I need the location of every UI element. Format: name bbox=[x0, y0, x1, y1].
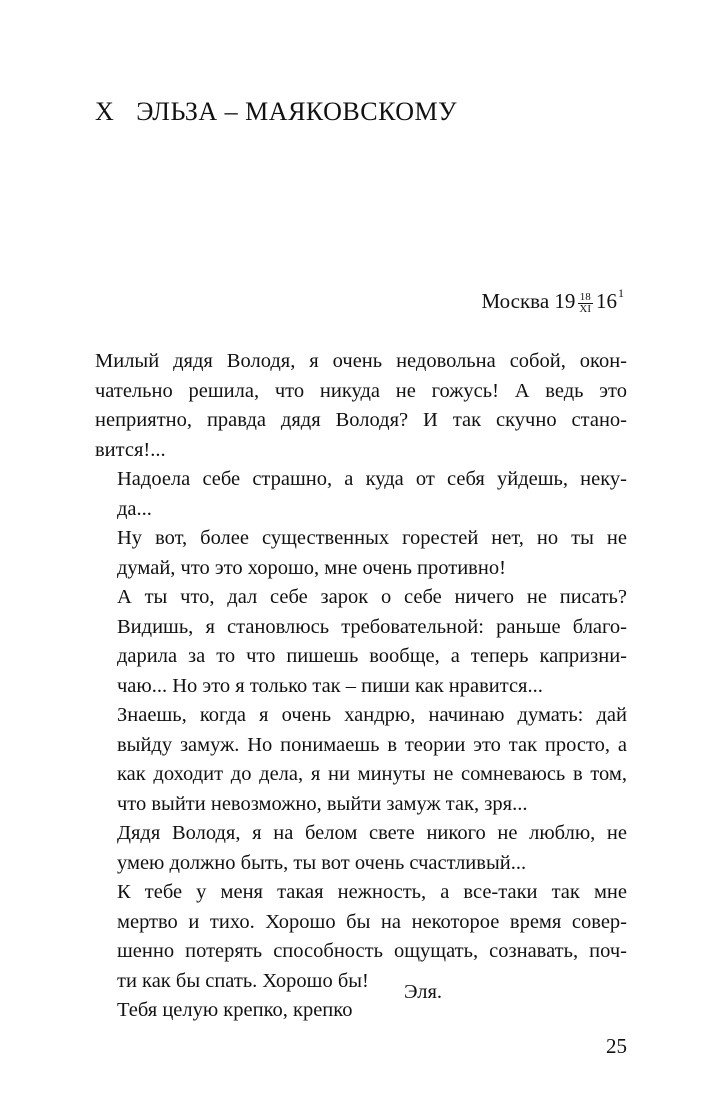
text-line: выйду замуж. Но понимаешь в теории это так просто, а bbox=[117, 733, 627, 756]
footnote-marker: 1 bbox=[618, 286, 624, 300]
letter-body bbox=[95, 347, 627, 1026]
letter-paragraph bbox=[95, 701, 627, 819]
letter-paragraph bbox=[95, 996, 627, 1026]
letter-paragraph bbox=[95, 465, 627, 524]
text-line: К тебе у меня такая нежность, а все-таки так мне bbox=[117, 881, 627, 903]
text-line: дарила за то что пишешь вообще, а теперь капризни- bbox=[117, 645, 627, 667]
letter-paragraph bbox=[95, 819, 627, 878]
text-line: Надоела себе страшно, а куда от себя уйдешь, неку- bbox=[117, 468, 627, 490]
text-line: Милый дядя Володя, я очень недовольна собой, окон- bbox=[95, 350, 627, 372]
text-line: Знаешь, когда я очень хандрю, начинаю думать: дай bbox=[117, 704, 627, 726]
text-line: Дядя Володя, я на белом свете никого не люблю, не bbox=[117, 822, 627, 844]
chapter-heading: ЭЛЬЗА – МАЯКОВСКОМУ bbox=[136, 97, 458, 126]
text-line: чательно решила, что никуда не гожусь! А ведь это bbox=[95, 379, 627, 402]
date-day: 18 bbox=[579, 291, 591, 303]
text-line: вится!... bbox=[95, 438, 166, 461]
text-line: Тебя целую крепко, крепко bbox=[117, 999, 353, 1021]
text-line: шенно потерять способность ощущать, сознавать, поч- bbox=[117, 940, 627, 962]
letter-signature: Эля. bbox=[404, 981, 443, 1003]
page-number: 25 bbox=[606, 1034, 627, 1058]
text-line: Видишь, я становлюсь требовательной: раньше благо- bbox=[117, 615, 627, 638]
text-line: что выйти невозможно, выйти замуж так, зря... bbox=[117, 792, 528, 815]
text-line: чаю... Но это я только так – пиши как нравится... bbox=[117, 674, 543, 697]
letter-paragraph bbox=[95, 347, 627, 465]
text-line: ти как бы спать. Хорошо бы! bbox=[117, 969, 369, 992]
text-line: умею должно быть, ты вот очень счастливый... bbox=[117, 851, 527, 874]
text-line: мертво и тихо. Хорошо бы на некоторое время совер- bbox=[117, 910, 627, 933]
date-month: XI bbox=[579, 303, 591, 315]
dateline-year-suffix: 16 bbox=[596, 289, 617, 313]
text-line: как доходит до дела, я ни минуты не сомневаюсь в том, bbox=[117, 763, 627, 785]
chapter-number: X bbox=[95, 97, 115, 126]
letter-paragraph bbox=[95, 524, 627, 583]
chapter-title bbox=[95, 97, 457, 127]
text-line: да... bbox=[117, 497, 152, 520]
letter-dateline bbox=[481, 286, 624, 315]
text-line: Ну вот, более существенных горестей нет, но ты не bbox=[117, 527, 627, 549]
dateline-place-year: Москва 19 bbox=[481, 289, 576, 313]
text-line: неприятно, правда дядя Володя? И так скучно стано- bbox=[95, 409, 627, 431]
letter-paragraph bbox=[95, 878, 627, 996]
text-line: думай, что это хорошо, мне очень противно! bbox=[117, 556, 506, 579]
date-fraction bbox=[577, 292, 593, 315]
letter-paragraph bbox=[95, 583, 627, 701]
text-line: А ты что, дал себе зарок о себе ничего не писать? bbox=[117, 586, 627, 608]
